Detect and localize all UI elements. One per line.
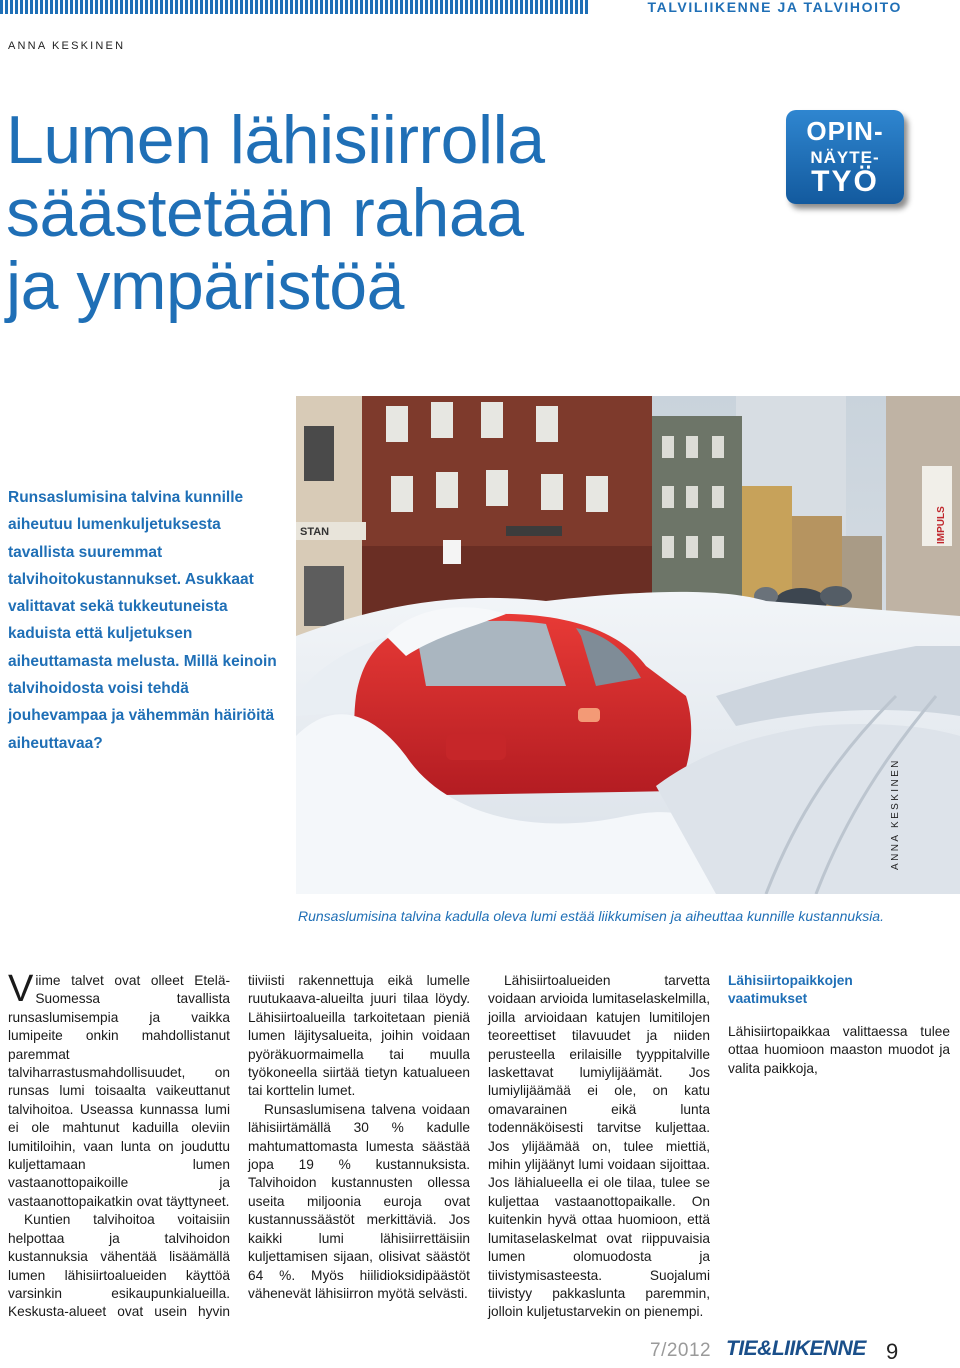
badge-line-3: TYÖ (811, 165, 879, 198)
badge-line-2: NÄYTE- (810, 148, 880, 167)
title-line-1: Lumen lähisiirrolla (6, 102, 545, 178)
street-snow-photo (296, 396, 960, 894)
impuls-sign-text: IMPULS (936, 506, 947, 544)
flow-paragraph-1-text: iime talvet ovat olleet Etelä-Suomessa tavallista runsaslumisempia ja vaikka lumipeite onkin mahdollistanut paremmat talviharrastusmahdollisuudet, on runsas lumi toisaalta vaikeuttanut talvihoitoa. Useassa kunnassa lumi ei ole mahtunut kaduilla oleviin lumitiloihin, vaan lunta on jouduttu kuljettamaan lumen vastaanottopaikoille ja vastaanottopaikatkin ovat täyttyneet. (8, 973, 230, 1209)
flow-drop-cap: V (8, 968, 34, 1010)
article-title (6, 104, 746, 323)
flow-paragraph-4: Lähisiirtoalueiden tarvetta voidaan arvioida lumitaselaskelmilla, joilla arvioidaan katujen lumitilojen teoreettiset tilavuudet ja niiden perusteella erilaisille tyyppitalville laskettavat lumiylijäämät. Jos lumiylijäämää ei ole, on katu omavarainen eikä lunta todennäköisesti tarvitse kuljettaa. Jos ylijäämää on, tulee miettiä, mihin ylijäänyt lumi voidaan sijoittaa. Jos lähialueella ei ole tilaa, tulee se kuljettaa vastaanottopaikalle. On kuitenkin hyvä ottaa huomioon, että lumitaselaskelmat ovat riippuvaisia lumen olomuodosta ja tiivistymisasteesta. Suojalumi tiivistyy pakkaslunta paremmin, jolloin kuljetustarvekin on pienempi. (488, 973, 710, 1320)
photo-caption: Runsaslumisina talvina kadulla oleva lumi estää liikkumisen ja aiheuttaa kunnille kustannuksia. (298, 908, 884, 924)
snowy-street-illustration (296, 396, 960, 894)
shop-sign-text: STAN (300, 526, 330, 538)
flow-paragraph-2: Kuntien talvihoitoa voitaisiin helpottaa ja talvihoidon kustannuksia vähentää lisäämällä lumen lähisiirtoalueiden käyttöä varsinkin esikaupunkialueilla. Keskusta-alueet ovat usein hyvin tiiviisti rakennettuja eikä lumelle ruutukaava-alueilta juuri tilaa löydy. Lähisiirtoalueilla tarkoitetaan pieniä lumen läjitysalueita, joihin voidaan pyöräkuormaimella tai muulla työkoneella siirtää tietyn katualueen tai korttelin lumet. (8, 973, 470, 1320)
article-lead: Runsaslumisina talvina kunnille aiheutuu lumenkuljetuksesta tavallista suuremmat talvihoitokustannukset. Asukkaat valittavat sekä tukkeutuneista kaduista että kuljetuksen aiheuttamasta melusta. Millä keinoin talvihoidosta voisi tehdä jouhevampaa ja vähemmän häiriöitä aiheuttavaa? (8, 489, 277, 752)
flow-paragraph-1 (8, 968, 230, 1211)
thesis-badge (786, 110, 904, 204)
page-number: 9 (886, 1339, 899, 1364)
section-label: TALVILIIKENNE JA TALVIHOITO (647, 0, 902, 15)
top-decorative-rule (0, 0, 590, 14)
author-byline: ANNA KESKINEN (8, 40, 126, 52)
photo-credit: ANNA KESKINEN (890, 758, 901, 870)
badge-line-1: OPIN- (806, 116, 884, 146)
title-line-2: säästetään rahaa (6, 175, 524, 251)
flow-paragraph-3: Runsaslumisena talvena voidaan lähisiirtämällä 30 % kadulle mahtumattomasta lumesta säästää jopa 19 % kustannuksista. Talvihoidon kustannusten ollessa useita miljoonia euroja ovat kustannussäästöt merkittäviä. Jos kaikki lumi lähisiirrettäisiin kuljettamisen sijaan, olisivat säästöt 64 %. Myös hiilidioksidipäästöt vähenevät lähisiirron myötä selvästi. (248, 1101, 470, 1301)
article-body-flow (8, 968, 950, 1324)
title-line-3: ja ympäristöä (6, 248, 404, 324)
magazine-logo: TIE&LIIKENNE (726, 1337, 866, 1360)
subhead: Lähisiirtopaikkojen vaatimukset (728, 973, 853, 1007)
flow-paragraph-5: Lähisiirtopaikkaa valittaessa tulee ottaa huomioon maaston muodot ja valita paikkoja, (728, 1023, 950, 1076)
issue-number: 7/2012 (650, 1340, 712, 1361)
